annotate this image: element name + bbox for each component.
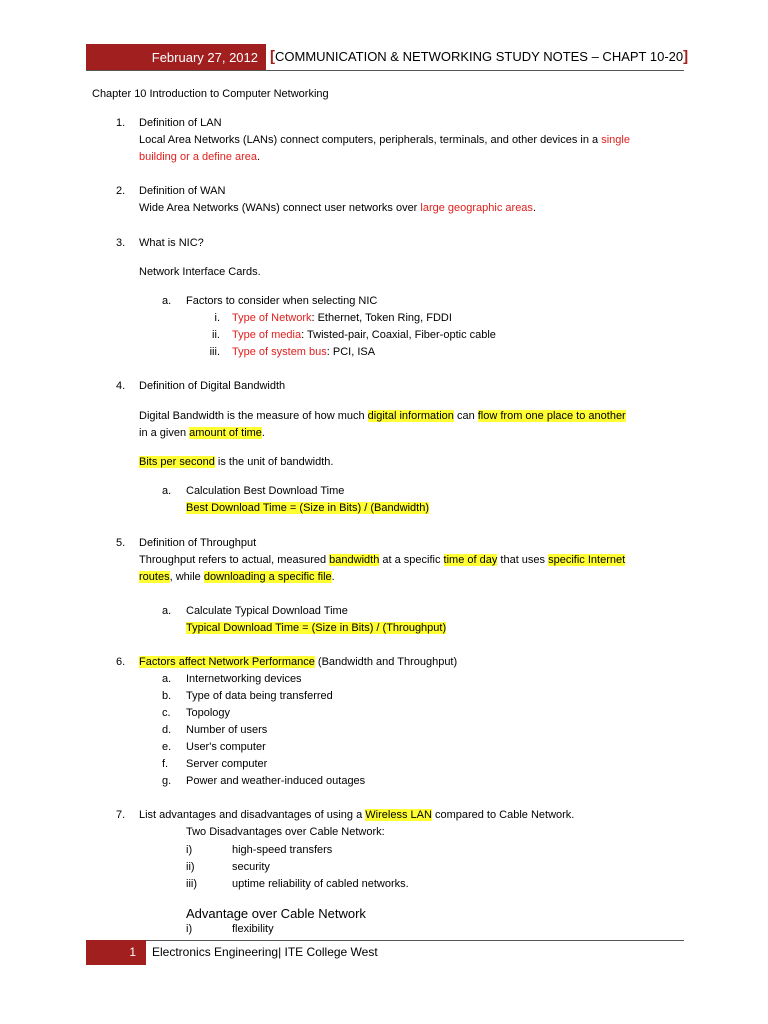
- section-1-heading: Definition of LAN: [139, 117, 222, 129]
- s4-highlight-digital-information: digital information: [367, 410, 454, 422]
- performance-factor-marker: g.: [162, 775, 172, 787]
- section-5-sub-marker: a.: [162, 605, 172, 617]
- disadvantage-marker: ii): [186, 861, 195, 873]
- nic-factor-3-key: Type of system bus: [232, 346, 327, 358]
- section-1-period: .: [257, 151, 261, 163]
- section-5-paragraph-1: [139, 553, 625, 567]
- section-1-red-text: single: [601, 134, 630, 146]
- page-number: 1: [129, 945, 136, 959]
- section-3-heading: What is NIC?: [139, 237, 204, 249]
- disadvantages-label: Two Disadvantages over Cable Network:: [186, 826, 385, 838]
- performance-factor-marker: b.: [162, 690, 172, 702]
- s6-highlight-heading: Factors affect Network Performance: [139, 656, 315, 668]
- section-4-paragraph-1-cont: [139, 426, 265, 440]
- s5-highlight-downloading: downloading a specific file: [203, 571, 332, 583]
- performance-factor-marker: a.: [162, 673, 172, 685]
- s7-text-b: compared to Cable Network.: [431, 809, 575, 821]
- section-5-paragraph-1-cont: [139, 570, 335, 584]
- s4-text-b: can: [453, 410, 478, 422]
- nic-factor-3-number: iii.: [209, 346, 220, 358]
- s5-highlight-specific-internet: specific Internet: [548, 554, 626, 566]
- performance-factor-item: Number of users: [186, 724, 268, 736]
- nic-factor-2-number: ii.: [212, 329, 220, 341]
- section-2-red-text: large geographic areas: [420, 202, 533, 214]
- nic-factor-1: [232, 311, 452, 325]
- section-1-line-2: [139, 150, 260, 164]
- typical-download-formula: [186, 621, 446, 635]
- best-download-formula-text: Best Download Time = (Size in Bits) / (Bandwidth): [186, 502, 430, 514]
- section-2-period: .: [532, 202, 536, 214]
- s4-text-c: in a given: [139, 427, 190, 439]
- performance-factor-item: Topology: [186, 707, 231, 719]
- section-7-heading: [139, 808, 574, 822]
- disadvantage-item: uptime reliability of cabled networks.: [232, 878, 409, 890]
- nic-factor-3-value: : PCI, ISA: [326, 346, 376, 358]
- section-4-number: 4.: [116, 380, 126, 392]
- header-bracket-close: ]: [683, 48, 689, 65]
- s6-heading-rest: (Bandwidth and Throughput): [314, 656, 458, 668]
- nic-factor-1-value: : Ethernet, Token Ring, FDDI: [311, 312, 452, 324]
- performance-factor-item: User's computer: [186, 741, 266, 753]
- nic-factor-1-number: i.: [214, 312, 220, 324]
- section-3-number: 3.: [116, 237, 126, 249]
- performance-factor-marker: c.: [162, 707, 171, 719]
- performance-factor-marker: e.: [162, 741, 172, 753]
- section-3-sub-marker: a.: [162, 295, 172, 307]
- s7-text-a: List advantages and disadvantages of using a: [139, 809, 366, 821]
- nic-factor-2-key: Type of media: [232, 329, 302, 341]
- footer-text: Electronics Engineering| ITE College West: [152, 945, 378, 959]
- s4-highlight-flow: flow from one place to another: [477, 410, 626, 422]
- advantage-item: flexibility: [232, 923, 274, 935]
- s5-highlight-routes: routes: [139, 571, 170, 583]
- performance-factor-item: Power and weather-induced outages: [186, 775, 366, 787]
- nic-factor-2: [232, 328, 496, 342]
- s4-highlight-bits-per-second: Bits per second: [139, 456, 215, 468]
- section-2-line: [139, 201, 536, 215]
- section-4-heading: Definition of Digital Bandwidth: [139, 380, 286, 392]
- section-6-heading: [139, 655, 457, 669]
- section-1-text: Local Area Networks (LANs) connect computers, peripherals, terminals, and other devices in a: [139, 134, 602, 146]
- disadvantage-item: high-speed transfers: [232, 844, 333, 856]
- performance-factor-marker: f.: [162, 758, 169, 770]
- s4-text-a: Digital Bandwidth is the measure of how much: [139, 410, 368, 422]
- header-title: [270, 45, 688, 69]
- section-1-line-1: [139, 133, 630, 147]
- s5-highlight-time-of-day: time of day: [443, 554, 498, 566]
- performance-factor-marker: d.: [162, 724, 172, 736]
- section-2-heading: Definition of WAN: [139, 185, 226, 197]
- advantage-marker: i): [186, 923, 193, 935]
- section-6-number: 6.: [116, 656, 126, 668]
- s7-highlight-wireless-lan: Wireless LAN: [365, 809, 432, 821]
- s5-text-b: at a specific: [379, 554, 444, 566]
- nic-factor-1-key: Type of Network: [232, 312, 312, 324]
- disadvantage-marker: i): [186, 844, 193, 856]
- advantage-heading: Advantage over Cable Network: [186, 906, 366, 921]
- header-title-text: COMMUNICATION & NETWORKING STUDY NOTES – CHAPT 10-20: [275, 49, 684, 64]
- section-2-text: Wide Area Networks (WANs) connect user networks over: [139, 202, 421, 214]
- section-1-red-text-2: building or a define area: [139, 151, 258, 163]
- nic-factor-2-value: : Twisted-pair, Coaxial, Fiber-optic cable: [301, 329, 496, 341]
- s5-text-c: that uses: [497, 554, 549, 566]
- s5-text-e: .: [331, 571, 335, 583]
- disadvantage-marker: iii): [186, 878, 197, 890]
- section-2-number: 2.: [116, 185, 126, 197]
- section-5-number: 5.: [116, 537, 126, 549]
- section-3-sub-label: Factors to consider when selecting NIC: [186, 295, 378, 307]
- header-rule: [86, 70, 684, 71]
- typical-download-formula-text: Typical Download Time = (Size in Bits) / (Throughput): [186, 622, 447, 634]
- section-4-sub-label: Calculation Best Download Time: [186, 485, 345, 497]
- section-4-paragraph-2: [139, 455, 333, 469]
- s4-highlight-amount-of-time: amount of time: [189, 427, 262, 439]
- section-1-number: 1.: [116, 117, 126, 129]
- header-date: February 27, 2012: [151, 50, 258, 65]
- chapter-title: Chapter 10 Introduction to Computer Networking: [92, 88, 329, 100]
- section-4-sub-marker: a.: [162, 485, 172, 497]
- nic-factor-3: [232, 345, 375, 359]
- s4-text-e: is the unit of bandwidth.: [214, 456, 334, 468]
- s5-text-a: Throughput refers to actual, measured: [139, 554, 330, 566]
- best-download-formula: [186, 501, 429, 515]
- performance-factor-item: Server computer: [186, 758, 268, 770]
- section-3-answer: Network Interface Cards.: [139, 266, 261, 278]
- performance-factor-item: Type of data being transferred: [186, 690, 333, 702]
- disadvantage-item: security: [232, 861, 270, 873]
- header-bracket-open: [: [270, 48, 275, 65]
- s5-highlight-bandwidth: bandwidth: [329, 554, 380, 566]
- performance-factor-item: Internetworking devices: [186, 673, 302, 685]
- section-4-paragraph-1: [139, 409, 626, 423]
- s5-text-d: , while: [169, 571, 204, 583]
- section-7-number: 7.: [116, 809, 126, 821]
- s4-text-d: .: [261, 427, 265, 439]
- section-5-heading: Definition of Throughput: [139, 537, 257, 549]
- section-5-sub-label: Calculate Typical Download Time: [186, 605, 348, 617]
